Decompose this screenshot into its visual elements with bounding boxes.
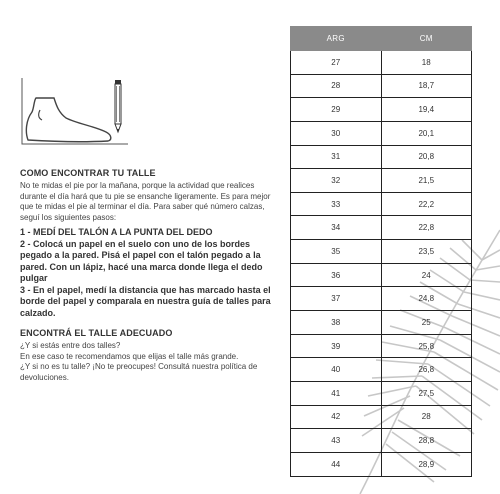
arg-size-cell: 40: [291, 358, 382, 382]
header-cm: CM: [381, 27, 472, 51]
size-table-body: [291, 51, 472, 477]
cm-size-cell: 23,5: [381, 240, 472, 264]
cm-size-cell: 20,1: [381, 121, 472, 145]
table-row: [291, 98, 472, 122]
foot-measure-illustration: [20, 74, 130, 154]
step-1: 1 - MEDÍ DEL TALÓN A LA PUNTA DEL DEDO: [20, 227, 213, 237]
arg-size-cell: 41: [291, 381, 382, 405]
table-row: [291, 192, 472, 216]
step-2: 2 - Colocá un papel en el suelo con uno de los bordes pegado a la pared. Pisá el papel con el talón pegado a la pared. Con un lápiz, hacé una marca donde llega el dedo pulgar: [20, 238, 263, 283]
cm-size-cell: 24,8: [381, 287, 472, 311]
arg-size-cell: 33: [291, 192, 382, 216]
cm-size-cell: 25: [381, 311, 472, 335]
table-row: [291, 429, 472, 453]
arg-size-cell: 36: [291, 263, 382, 287]
guide-intro: No te midas el pie por la mañana, porque la actividad que realices durante el día hará que tu pie se ensanche ligeramente. Es para mejor que te midas el pie al terminar el día. Para saber qué número calzas, seguí los siguientes pasos:: [20, 181, 271, 222]
table-row: [291, 216, 472, 240]
arg-size-cell: 43: [291, 429, 382, 453]
size-table-wrap: [290, 26, 472, 477]
cm-size-cell: 28,8: [381, 429, 472, 453]
pencil-icon: [115, 80, 121, 132]
cm-size-cell: 19,4: [381, 98, 472, 122]
cm-size-cell: 24: [381, 263, 472, 287]
adequate-line-1: ¿Y si estás entre dos talles?: [20, 341, 121, 350]
size-guide-text: [20, 168, 272, 383]
table-row: [291, 145, 472, 169]
table-row: [291, 358, 472, 382]
arg-size-cell: 44: [291, 452, 382, 476]
table-row: [291, 263, 472, 287]
cm-size-cell: 18,7: [381, 74, 472, 98]
adequate-section: [20, 328, 272, 383]
cm-size-cell: 18: [381, 51, 472, 75]
cm-size-cell: 26,8: [381, 358, 472, 382]
arg-size-cell: 29: [291, 98, 382, 122]
foot-icon: [26, 98, 110, 142]
arg-size-cell: 42: [291, 405, 382, 429]
table-row: [291, 381, 472, 405]
table-row: [291, 311, 472, 335]
table-row: [291, 334, 472, 358]
cm-size-cell: 20,8: [381, 145, 472, 169]
arg-size-cell: 31: [291, 145, 382, 169]
table-row: [291, 240, 472, 264]
arg-size-cell: 35: [291, 240, 382, 264]
adequate-line-2: En ese caso te recomendamos que elijas el talle más grande.: [20, 351, 239, 361]
cm-size-cell: 22,8: [381, 216, 472, 240]
table-row: [291, 287, 472, 311]
cm-size-cell: 28: [381, 405, 472, 429]
guide-steps: [20, 227, 272, 319]
step-3: 3 - En el papel, medí la distancia que has marcado hasta el borde del papel y comparala en nuestra guía de talles para calzado.: [20, 284, 271, 318]
adequate-title: ENCONTRÁ EL TALLE ADECUADO: [20, 328, 173, 338]
table-row: [291, 74, 472, 98]
cm-size-cell: 28,9: [381, 452, 472, 476]
cm-size-cell: 25,8: [381, 334, 472, 358]
cm-size-cell: 27,5: [381, 381, 472, 405]
table-row: [291, 169, 472, 193]
arg-size-cell: 38: [291, 311, 382, 335]
arg-size-cell: 37: [291, 287, 382, 311]
header-arg: ARG: [291, 27, 382, 51]
table-row: [291, 405, 472, 429]
size-table-header-row: [291, 27, 472, 51]
table-row: [291, 121, 472, 145]
cm-size-cell: 21,5: [381, 169, 472, 193]
arg-size-cell: 39: [291, 334, 382, 358]
cm-size-cell: 22,2: [381, 192, 472, 216]
arg-size-cell: 28: [291, 74, 382, 98]
table-row: [291, 51, 472, 75]
arg-size-cell: 30: [291, 121, 382, 145]
arg-size-cell: 34: [291, 216, 382, 240]
guide-title: COMO ENCONTRAR TU TALLE: [20, 168, 156, 178]
adequate-line-3: ¿Y si no es tu talle? ¡No te preocupes! Consultá nuestra política de devoluciones.: [20, 362, 258, 382]
arg-size-cell: 32: [291, 169, 382, 193]
arg-size-cell: 27: [291, 51, 382, 75]
size-table: [290, 26, 472, 477]
table-row: [291, 452, 472, 476]
